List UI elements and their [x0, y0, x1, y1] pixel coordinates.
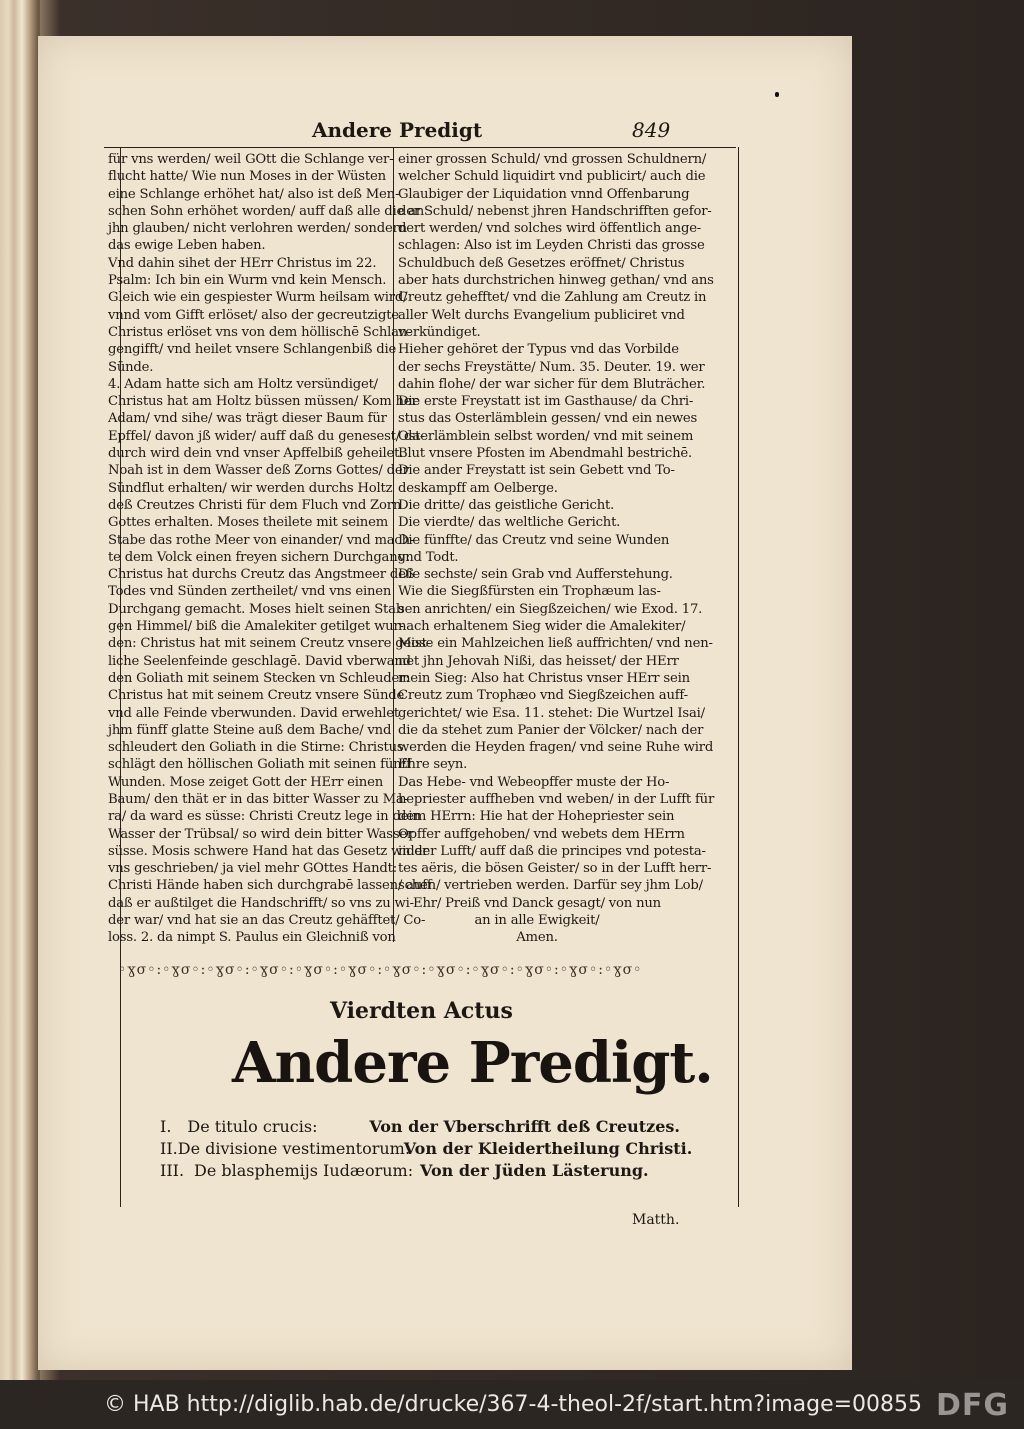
- text-line: der sechs Freystätte/ Num. 35. Deuter. 19. wer: [398, 359, 705, 375]
- text-line: Gottes erhalten. Moses theilete mit seinem: [108, 515, 389, 531]
- text-line: Gleich wie ein gespiester Wurm heilsam wird/: [108, 290, 408, 306]
- text-line: schleudert den Goliath in die Stirne: Christus: [108, 740, 404, 756]
- text-line: durch wird dein vnd vnser Apffelbiß geheilet.: [108, 446, 404, 462]
- text-line: Sünde.: [108, 359, 154, 375]
- text-line: Durchgang gemacht. Moses hielt seinen Stab: [108, 601, 405, 617]
- text-line: stus das Osterlämblein gessen/ vnd ein newes: [398, 411, 698, 427]
- text-line: schlägt den höllischen Goliath mit seinen fünff: [108, 757, 411, 773]
- text-line: Christus erlöset vns von dem höllischē Schlan-: [108, 324, 412, 340]
- text-line: der Schuld/ nebenst jhren Handschrifften gefor-: [398, 203, 712, 219]
- text-line: eine Schlange erhöhet hat/ also ist deß Men-: [108, 186, 400, 202]
- text-line: Wie die Siegßfürsten ein Trophæum las-: [398, 584, 661, 600]
- text-line: Opffer auffgehoben/ vnd webets dem HErrn: [398, 826, 685, 842]
- text-line: Creutz gehefftet/ vnd die Zahlung am Creutz in: [398, 290, 707, 306]
- text-line: Wunden. Mose zeiget Gott der HErr einen: [108, 774, 383, 790]
- text-line: jhm fünff glatte Steine auß dem Bache/ vnd: [108, 722, 392, 738]
- text-line: deskampff am Oelberge.: [398, 480, 558, 496]
- contents-item-german: Von der Jüden Lästerung.: [420, 1161, 649, 1180]
- text-line: Baum/ den thät er in das bitter Wasser zu Ma-: [108, 791, 408, 807]
- text-line: vnnd vom Gifft erlöset/ also der gecreutzigte: [108, 307, 399, 323]
- text-line: ra/ da ward es süsse: Christi Creutz lege in dein: [108, 809, 421, 825]
- closing-line: Ehr/ Preiß vnd Danck gesagt/ von nun: [413, 895, 661, 911]
- text-line: Stabe das rothe Meer von einander/ vnd mach-: [108, 532, 415, 548]
- text-line: liche Seelenfeinde geschlagē. David vberwand: [108, 653, 411, 669]
- text-line: vns geschrieben/ ja viel mehr GOttes Handt:: [108, 861, 397, 877]
- text-line: Creutz zum Trophæo vnd Siegßzeichen auff-: [398, 688, 688, 704]
- text-line: Sündflut erhalten/ wir werden durchs Holtz: [108, 480, 393, 496]
- text-line: Osterlämblein selbst worden/ vnd mit seinem: [398, 428, 694, 444]
- section-subtitle: Vierdten Actus: [330, 998, 513, 1024]
- contents-item-german: Von der Kleidertheilung Christi.: [403, 1139, 693, 1158]
- contents-item-latin: De blasphemijs Iudæorum:: [194, 1161, 414, 1180]
- text-line: Noah ist in dem Wasser deß Zorns Gottes/ der: [108, 463, 409, 479]
- text-line: Adam/ vnd sihe/ was trägt dieser Baum für: [108, 411, 387, 427]
- text-line: gengifft/ vnd heilet vnsere Schlangenbiß die: [108, 342, 397, 358]
- contents-item: [160, 1138, 693, 1160]
- catchword: Matth.: [632, 1212, 680, 1228]
- text-line: Psalm: Ich bin ein Wurm vnd kein Mensch.: [108, 273, 387, 289]
- contents-item-german: Von der Vberschrifft deß Creutzes.: [369, 1117, 680, 1136]
- page-number: 849: [632, 118, 671, 142]
- text-line: net jhn Jehovah Nißi, das heisset/ der HErr: [398, 653, 679, 669]
- text-line: loss. 2. da nimpt S. Paulus ein Gleichniß von: [108, 930, 396, 946]
- text-line: süsse. Mosis schwere Hand hat das Gesetz wider: [108, 843, 429, 859]
- contents-item: [160, 1160, 680, 1182]
- text-line: Wasser der Trübsal/ so wird dein bitter Wasser: [108, 826, 414, 842]
- text-line: jhn glauben/ nicht verlohren werden/ sondern: [108, 221, 407, 237]
- text-line: Blut vnsere Pfosten im Abendmahl bestrichē.: [398, 446, 692, 462]
- text-line: Christi Hände haben sich durchgrabē lassen/ auff: [108, 878, 432, 894]
- text-line: den Goliath mit seinem Stecken vn Schleuder:: [108, 670, 410, 686]
- text-line: Die vierdte/ das weltliche Gericht.: [398, 515, 621, 531]
- text-line: mein Sieg: Also hat Christus vnser HErr sein: [398, 670, 690, 686]
- text-line: Das Hebe- vnd Webeopffer muste der Ho-: [398, 774, 670, 790]
- closing-line: an in alle Ewigkeit/: [474, 913, 600, 929]
- text-line: der war/ vnd hat sie an das Creutz gehäfftet/ Co-: [108, 913, 426, 929]
- text-line: den: Christus hat mit seinem Creutz vnsere geist-: [108, 636, 431, 652]
- text-line: Vnd dahin sihet der HErr Christus im 22.: [108, 255, 377, 271]
- ink-spot: [775, 92, 779, 97]
- contents-item-number: III.: [160, 1161, 185, 1180]
- ornamental-divider: ◦ɣσ◦:◦ɣσ◦:◦ɣσ◦:◦ɣσ◦:◦ɣσ◦:◦ɣσ◦:◦ɣσ◦:◦ɣσ◦:◦ɣσ◦:◦ɣσ◦:◦ɣσ◦:◦ɣσ◦: [118, 962, 643, 978]
- text-line: 4. Adam hatte sich am Holtz versündiget/: [108, 376, 378, 392]
- text-line: tes aëris, die bösen Geister/ so in der Lufft herr-: [398, 861, 712, 877]
- text-line: Christus hat durchs Creutz das Angstmeer deß: [108, 567, 415, 583]
- copyright-link[interactable]: © HAB http://diglib.hab.de/drucke/367-4-theol-2f/start.htm?image=00855: [104, 1392, 923, 1417]
- text-line: daß er außtilget die Handschrifft/ so vns zu wi-: [108, 895, 414, 911]
- frame-right-rule: [738, 147, 739, 1207]
- text-line: vnd alle Feinde vberwunden. David erwehlet: [108, 705, 400, 721]
- right-text-column: [398, 151, 715, 947]
- text-line: gerichtet/ wie Esa. 11. stehet: Die Wurtzel Isai/: [398, 705, 705, 721]
- text-line: welcher Schuld liquidirt vnd publicirt/ auch die: [398, 169, 706, 185]
- text-line: schen Sohn erhöhet worden/ auff daß alle die an: [108, 203, 425, 219]
- text-line: Epffel/ davon jß wider/ auff daß du genesest/ da-: [108, 428, 425, 444]
- text-line: dert werden/ vnd solches wird öffentlich ange-: [398, 221, 702, 237]
- contents-list: [160, 1116, 693, 1182]
- text-line: Christus hat am Holtz büssen müssen/ Kom her: [108, 394, 418, 410]
- text-line: Mose ein Mahlzeichen ließ auffrichten/ vnd nen-: [398, 636, 713, 652]
- text-line: flucht hatte/ Wie nun Moses in der Wüsten: [108, 169, 386, 185]
- text-line: für vns werden/ weil GOtt die Schlange ver-: [108, 152, 394, 167]
- running-head: Andere Predigt: [312, 118, 483, 142]
- text-line: die da stehet zum Panier der Völcker/ nach der: [398, 722, 704, 738]
- text-line: sen anrichten/ ein Siegßzeichen/ wie Exod. 17.: [398, 601, 703, 617]
- text-line: verkündiget.: [398, 324, 481, 340]
- text-line: dem HErrn: Hie hat der Hohepriester sein: [398, 809, 675, 825]
- text-line: Die sechste/ sein Grab vnd Aufferstehung.: [398, 567, 673, 583]
- contents-item-latin: De divisione vestimentorum:: [177, 1139, 411, 1158]
- text-line: Schuldbuch deß Gesetzes eröffnet/ Christus: [398, 255, 685, 271]
- text-line: vnd Todt.: [398, 549, 459, 565]
- text-line: schen/ vertrieben werden. Darfür sey jhm Lob/: [398, 878, 703, 894]
- contents-item-number: II.: [160, 1139, 178, 1158]
- text-line: Die dritte/ das geistliche Gericht.: [398, 497, 615, 513]
- text-line: Die erste Freystatt ist im Gasthause/ da Chri-: [398, 394, 694, 410]
- text-line: aber hats durchstrichen hinweg gethan/ vnd ans: [398, 273, 714, 289]
- text-line: Christus hat mit seinem Creutz vnsere Sünde: [108, 688, 405, 704]
- contents-item: [160, 1116, 680, 1138]
- text-line: Ehre seyn.: [398, 757, 468, 773]
- text-line: te dem Volck einen freyen sichern Durchgang:: [108, 549, 411, 565]
- text-line: schlagen: Also ist im Leyden Christi das grosse: [398, 238, 705, 254]
- text-line: Die fünffte/ das Creutz vnd seine Wunden: [398, 532, 670, 548]
- text-line: werden die Heyden fragen/ vnd seine Ruhe wird: [398, 740, 714, 756]
- closing-line: Amen.: [516, 930, 558, 946]
- text-line: in der Lufft/ auff daß die principes vnd potesta-: [398, 843, 706, 859]
- section-title: Andere Predigt.: [232, 1030, 713, 1096]
- text-line: Hieher gehöret der Typus vnd das Vorbilde: [398, 342, 679, 358]
- text-line: gen Himmel/ biß die Amalekiter getilget wur-: [108, 619, 404, 635]
- contents-item-latin: De titulo crucis:: [187, 1117, 318, 1136]
- dfg-logo: DFG: [936, 1388, 1010, 1423]
- text-line: das ewige Leben haben.: [108, 238, 266, 254]
- header-rule: [104, 147, 736, 148]
- text-line: nach erhaltenem Sieg wider die Amalekiter/: [398, 619, 686, 635]
- text-line: einer grossen Schuld/ vnd grossen Schuldnern/: [398, 152, 707, 167]
- text-line: dahin flohe/ der war sicher für dem Bluträcher.: [398, 376, 706, 392]
- text-line: deß Creutzes Christi für dem Fluch vnd Zorn: [108, 497, 402, 513]
- text-line: Glaubiger der Liquidation vnnd Offenbarung: [398, 186, 690, 202]
- book-page-edges: [0, 0, 40, 1380]
- text-line: hepriester auffheben vnd weben/ in der Lufft für: [398, 791, 715, 807]
- text-line: aller Welt durchs Evangelium publiciret vnd: [398, 307, 685, 323]
- contents-item-number: I.: [160, 1117, 172, 1136]
- text-line: Die ander Freystatt ist sein Gebett vnd To-: [398, 463, 675, 479]
- text-line: Todes vnd Sünden zertheilet/ vnd vns einen: [108, 584, 392, 600]
